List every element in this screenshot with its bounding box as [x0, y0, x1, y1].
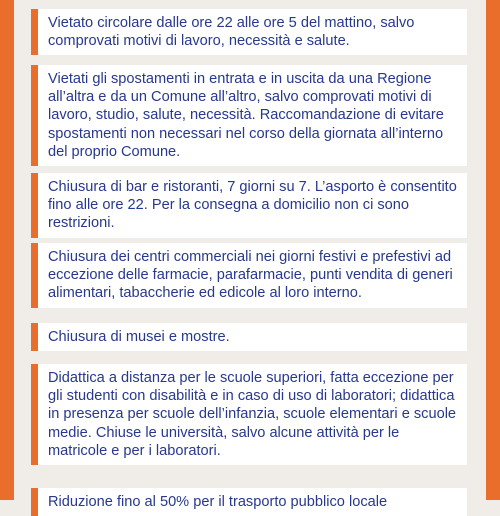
measure-text: Chiusura dei centri commerciali nei giorni festivi e prefestivi ad eccezione delle farmacie, parafarmacie, punti vendita di generi alimentari, tabaccherie ed edicole al loro interno.: [48, 249, 453, 302]
measure-text: Vietato circolare dalle ore 22 alle ore 5 del mattino, salvo comprovati motivi di lavoro, necessità e salute.: [48, 15, 415, 50]
measure-card-schools: [31, 364, 467, 465]
measure-card-shopping-centers: [31, 243, 467, 308]
measure-text: Chiusura di musei e mostre.: [48, 329, 230, 345]
measure-card-curfew: [31, 9, 467, 55]
measure-card-travel: [31, 65, 467, 166]
measure-card-museums: [31, 323, 467, 351]
measure-text: Chiusura di bar e ristoranti, 7 giorni su 7. L’asporto è consentito fino alle ore 22. Per la consegna a domicilio non ci sono restrizioni.: [48, 179, 457, 232]
measure-card-public-transport: [31, 488, 467, 516]
right-orange-border: [486, 0, 500, 500]
left-orange-border: [0, 0, 14, 500]
measure-card-bars-restaurants: [31, 173, 467, 238]
measure-text: Didattica a distanza per le scuole superiori, fatta eccezione per gli studenti con disabilità e in caso di uso di laboratori; didattica in presenza per scuole dell’infanzia, scuole elementari e scuole medie. Chiuse le università, salvo alcune attività per le matricole e per i laboratori.: [48, 370, 457, 459]
measure-text: Vietati gli spostamenti in entrata e in uscita da una Regione all’altra e da un Comune all’altro, salvo comprovati motivi di lavoro, studio, salute, necessità. Raccomandazione di evitare spostamenti non necessari nel corso della giornata all’interno del proprio Comune.: [48, 71, 444, 160]
measure-text: Riduzione fino al 50% per il trasporto pubblico locale: [48, 494, 388, 510]
